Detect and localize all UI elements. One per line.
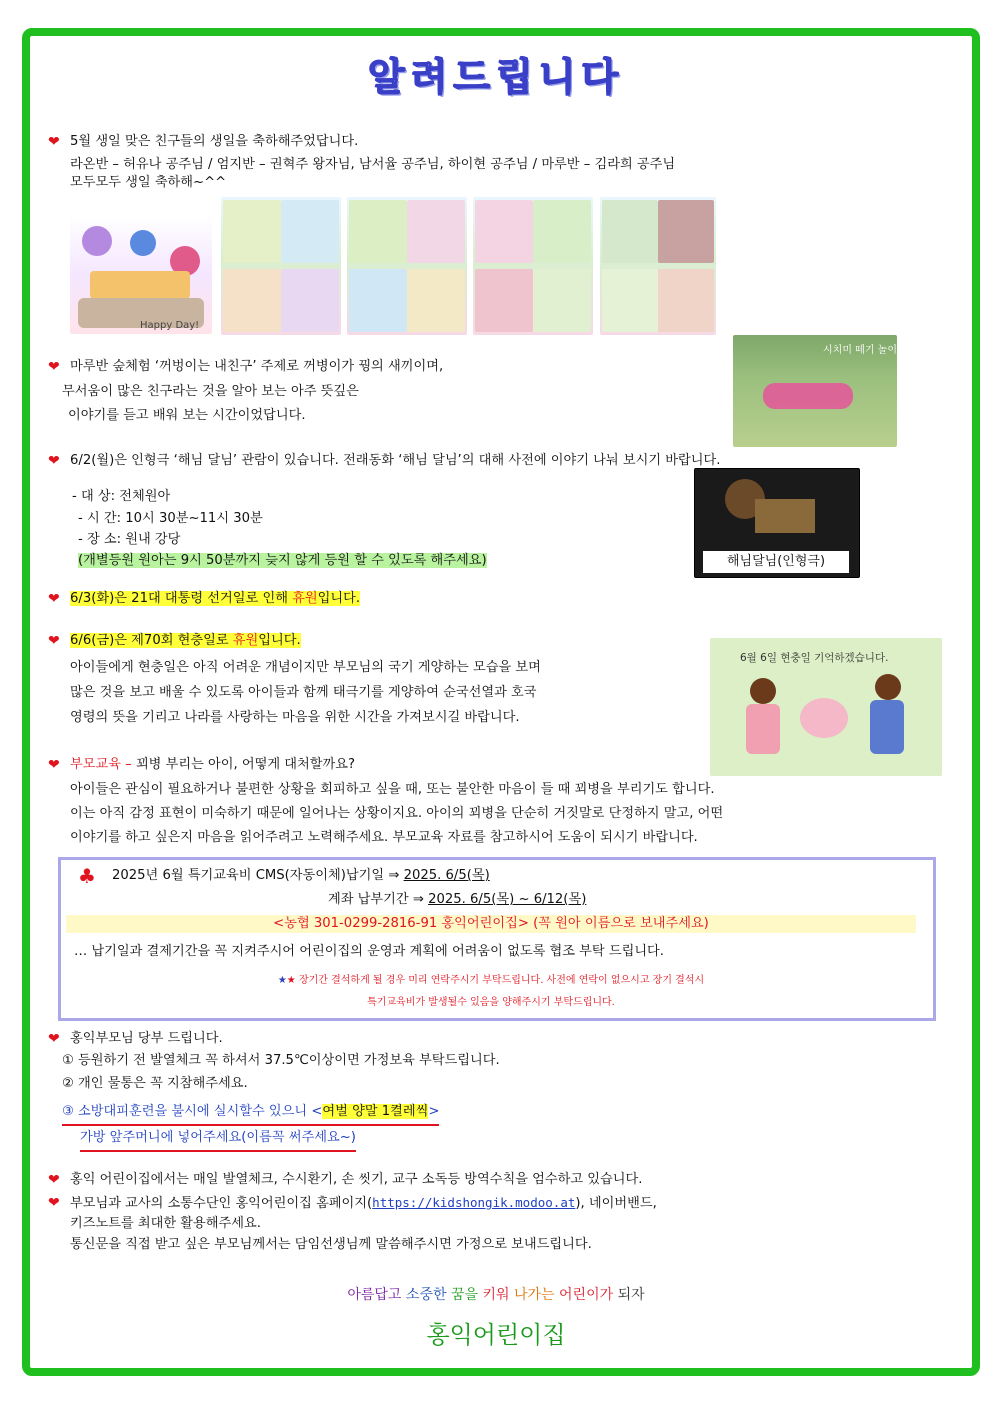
birthday-line2: 라온반 – 허유나 공주님 / 엄지반 – 권혁주 왕자님, 남서율 공주님, 하이현 공주님 / 마루반 – 김라희 공주님 [70, 157, 676, 172]
school-name: 홍익어린이집 [426, 1321, 566, 1349]
request-item-3: ③ 소방대피훈련을 불시에 실시할수 있으니 <여벌 양말 1켤레씩> [62, 1103, 439, 1126]
birthday-photo-3 [473, 197, 593, 335]
fee-request: … 납기일과 결제기간을 꼭 지켜주시어 어린이집의 운영과 계획에 어려움이 없도록 협조 부탁 드립니다. [74, 944, 664, 959]
heart-icon: ❤ [48, 1195, 60, 1211]
memorial-notice: 6/6(금)은 제70회 현충일로 휴원입니다. [70, 633, 301, 648]
heart-icon: ❤ [48, 359, 60, 375]
fee-payment-period: 계좌 납부기간 ⇒ 2025. 6/5(목) ~ 6/12(목) [328, 892, 587, 907]
heart-icon: ❤ [48, 757, 60, 773]
birthday-photo-4 [600, 197, 716, 335]
fee-account: <농협 301-0299-2816-91 홍익어린이집> (꼭 원아 이름으로 보내주세요) [66, 915, 916, 933]
homepage-line: 부모님과 교사의 소통수단인 홍익어린이집 홈페이지(https://kidshongik.modoo.at), 네이버밴드, [70, 1195, 657, 1211]
request-item-3-cont: 가방 앞주머니에 넣어주세요(이름꼭 써주세요~) [80, 1129, 356, 1152]
puppet-line1: 6/2(월)은 인형극 ‘해님 달님’ 관람이 있습니다. 전래동화 ‘해님 달님’의 대해 사전에 이야기 나눠 보시기 바랍니다. [70, 453, 721, 468]
puppet-time: - 시 간: 10시 30분~11시 30분 [78, 511, 263, 526]
fee-due-date: 2025년 6월 특기교육비 CMS(자동이체)납기일 ⇒ 2025. 6/5(목) [112, 868, 490, 883]
heart-icon: ❤ [48, 1031, 60, 1047]
memorial-photo [710, 638, 942, 776]
memorial-photo-caption: 6월 6일 현충일 기억하겠습니다. [740, 652, 889, 664]
memorial-line2: 많은 것을 보고 배울 수 있도록 아이들과 함께 태극기를 게양하여 순국선열과 호국 [70, 685, 537, 700]
puppet-note: (개별등원 원아는 9시 50분까지 늦지 않게 등원 할 수 있도록 해주세요) [78, 553, 487, 568]
letter-line: 통신문을 직접 받고 싶은 부모님께서는 담임선생님께 말씀해주시면 가정으로 보내드립니다. [70, 1237, 592, 1252]
heart-icon: ❤ [48, 591, 60, 607]
forest-line3: 이야기를 듣고 배워 보는 시간이었답니다. [68, 408, 306, 423]
parent-education-title: 부모교육 – 꾀병 부리는 아이, 어떻게 대처할까요? [70, 757, 355, 772]
forest-line1: 마루반 숲체험 ‘꺼벙이는 내친구’ 주제로 꺼병이가 꿩의 새끼이며, [70, 359, 444, 374]
photo-caption: Happy Day! [140, 320, 200, 331]
slogan: 아름답고 소중한 꿈을 키워 나가는 어린이가 되자 [347, 1287, 645, 1303]
fee-absence-note2: 특기교육비가 발생될수 있음을 양해주시기 부탁드립니다. [367, 997, 615, 1008]
parent-education-line3: 이야기를 하고 싶은지 마음을 읽어주려고 노력해주세요. 부모교육 자료를 참고하시어 도움이 되시기 바랍니다. [70, 830, 698, 845]
forest-photo [733, 335, 897, 447]
heart-icon: ❤ [48, 1172, 60, 1188]
heart-icon: ❤ [48, 453, 60, 469]
birthday-group-photo [70, 216, 212, 334]
request-item-1: ① 등원하기 전 발열체크 꼭 하셔서 37.5℃이상이면 가정보육 부탁드립니다. [62, 1053, 500, 1068]
puppet-place: - 장 소: 원내 강당 [78, 532, 181, 547]
election-notice: 6/3(화)은 21대 대통령 선거일로 인해 휴원입니다. [70, 591, 361, 606]
forest-photo-caption: 시치미 떼기 놀이 [823, 345, 897, 356]
page-title: 알려드립니다 [367, 55, 625, 99]
kidsnote-line: 키즈노트를 최대한 활용해주세요. [70, 1216, 261, 1231]
fee-absence-note1: ★★ 장기간 결석하게 될 경우 미리 연락주시기 부탁드립니다. 사전에 연락이 없으시고 장기 결석시 [277, 975, 705, 986]
puppet-target: - 대 상: 전체원아 [72, 489, 171, 504]
memorial-line1: 아이들에게 현충일은 아직 어려운 개념이지만 부모님의 국기 게양하는 모습을 보며 [70, 660, 541, 675]
heart-icon: ❤ [48, 134, 60, 150]
hygiene-line: 홍익 어린이집에서는 매일 발열체크, 수시환기, 손 씻기, 교구 소독등 방역수칙을 엄수하고 있습니다. [70, 1172, 643, 1187]
club-icon: ♣ [78, 864, 96, 888]
puppet-photo-caption: 해님달님(인형극) [703, 551, 849, 573]
memorial-line3: 영령의 뜻을 기리고 나라를 사랑하는 마음을 위한 시간을 가져보시길 바랍니다. [70, 710, 520, 725]
birthday-photo-1 [221, 197, 341, 335]
puppet-photo [694, 468, 860, 578]
birthday-line3: 모두모두 생일 축하해~^^ [70, 175, 227, 190]
birthday-photo-2 [347, 197, 467, 335]
homepage-link[interactable]: https://kidshongik.modoo.at [372, 1195, 576, 1210]
parent-education-line1: 아이들은 관심이 필요하거나 불편한 상황을 회피하고 싶을 때, 또는 불안한 마음이 들 때 꾀병을 부리기도 합니다. [70, 782, 715, 797]
request-title: 홍익부모님 당부 드립니다. [70, 1031, 223, 1046]
request-item-2: ② 개인 물통은 꼭 지참해주세요. [62, 1076, 248, 1091]
forest-line2: 무서움이 많은 친구라는 것을 알아 보는 아주 뜻깊은 [62, 384, 359, 399]
birthday-line1: 5월 생일 맞은 친구들의 생일을 축하해주었답니다. [70, 134, 359, 149]
heart-icon: ❤ [48, 633, 60, 649]
parent-education-line2: 이는 아직 감정 표현이 미숙하기 때문에 일어나는 상황이지요. 아이의 꾀병을 단순히 거짓말로 단정하지 말고, 어떤 [70, 806, 724, 821]
